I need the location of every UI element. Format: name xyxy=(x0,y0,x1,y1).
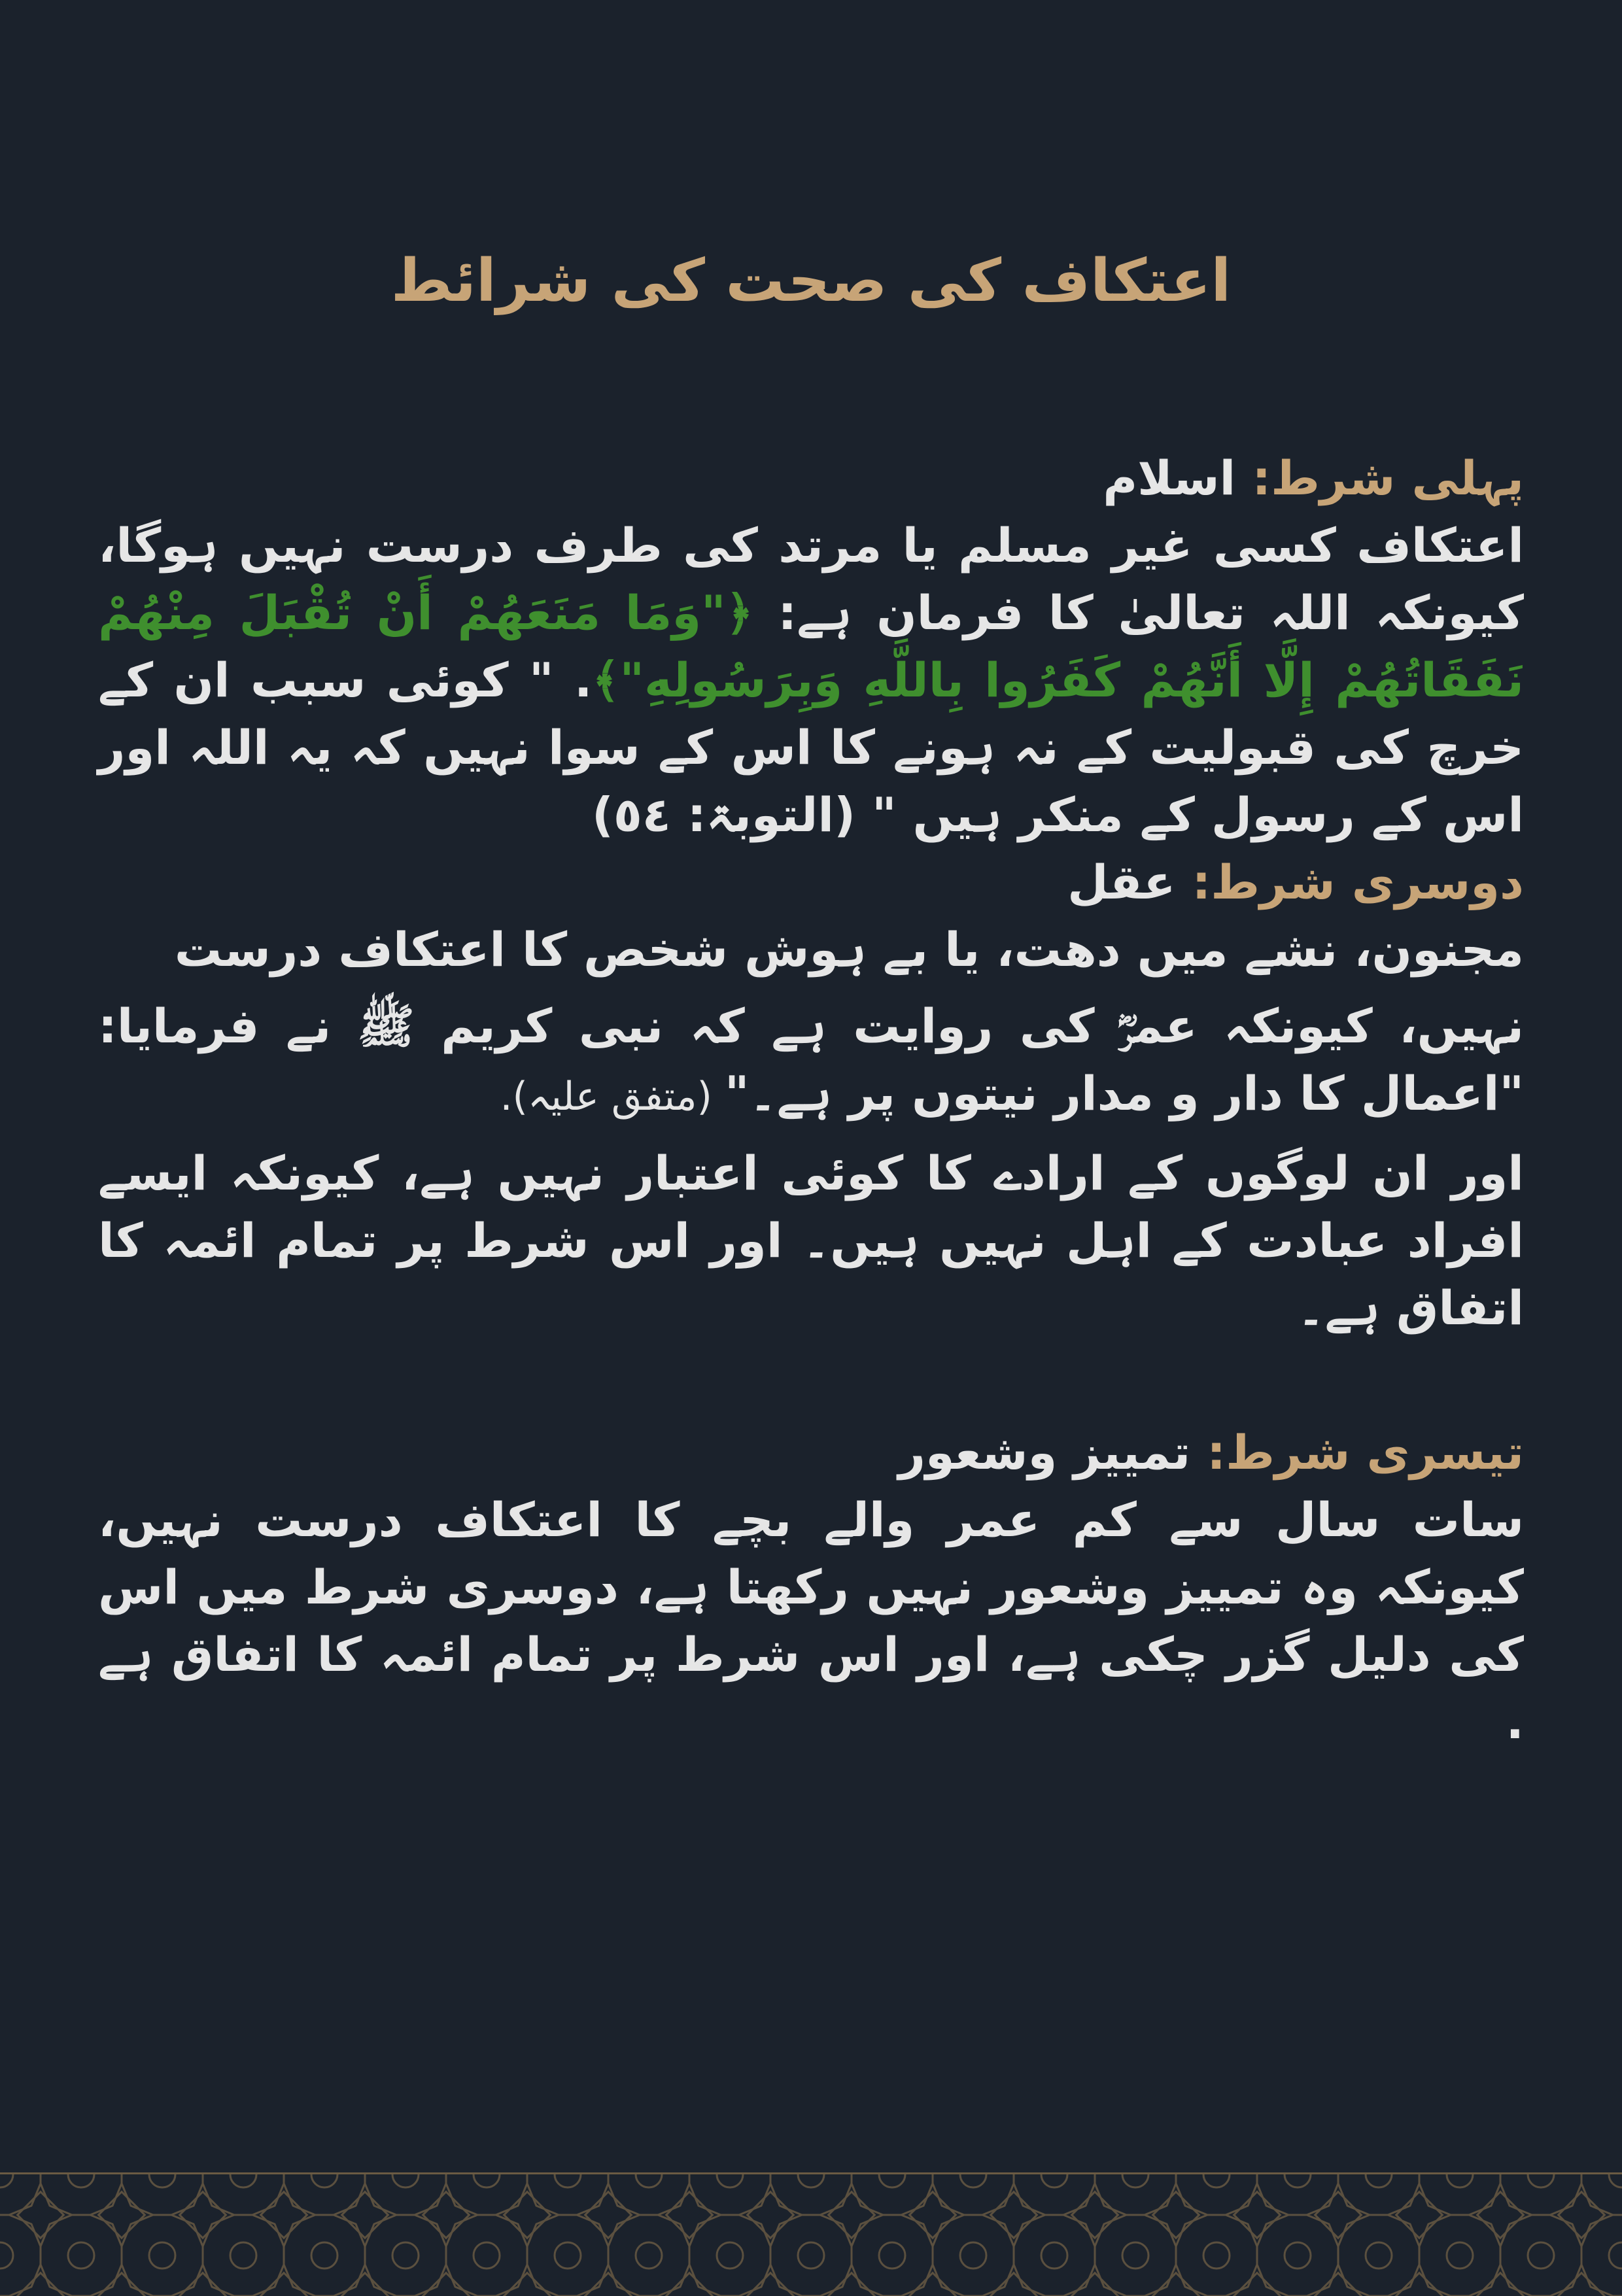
paragraph xyxy=(98,916,1524,984)
spacer xyxy=(98,1131,1524,1140)
heading-value: اسلام xyxy=(1103,451,1236,505)
paragraph xyxy=(98,1486,1524,1756)
paragraph xyxy=(98,512,1524,849)
geometric-pattern-icon xyxy=(0,2174,1622,2296)
hadith-reference: (متفق علیہ). xyxy=(500,1074,725,1120)
paragraph-text: اور ان لوگوں کے ارادے کا کوئی اعتبار نہیں ہے، کیونکہ ایسے افراد عبادت کے اہل نہیں ہیں۔ اور اس شرط پر تمام ائمہ کا اتفاق ہے۔ xyxy=(98,1146,1524,1335)
heading-label: تیسری شرط: xyxy=(1207,1425,1524,1480)
spacer xyxy=(98,1342,1524,1419)
paragraph-text: . " کوئی سبب ان کے خرچ کی قبولیت کے نہ ہونے کا اس کے سوا نہیں کہ یہ اللہ اور اس کے رسول کے منکر ہیں " (التوبۃ: ٥٤) xyxy=(98,653,1524,842)
paragraph-text: اعتکاف کسی غیر مسلم یا مرتد کی طرف درست نہیں ہوگا، xyxy=(98,518,1524,573)
paragraph-text: سات سال سے کم عمر والے بچے کا اعتکاف درست نہیں، کیونکہ وہ تمییز وشعور نہیں رکھتا ہے، دوسری شرط میں اس کی دلیل گزر چکی ہے، اور اس شرط پر تمام ائمہ کا اتفاق ہے . xyxy=(98,1492,1524,1749)
quran-quote: ﴿"وَمَا مَنَعَهُمْ أَنْ تُقْبَلَ مِنْهُمْ نَفَقَاتُهُمْ إِلَّا أَنَّهُمْ كَفَرُوا بِاللَّهِ وَبِرَسُولِهِ"﴾ xyxy=(98,585,1524,708)
section-heading-first-condition xyxy=(98,445,1524,512)
heading-value: عقل xyxy=(1067,855,1176,910)
spacer xyxy=(98,984,1524,993)
paragraph-text: کیونکہ اللہ تعالیٰ کا فرمان ہے: xyxy=(778,585,1524,640)
heading-label: دوسری شرط: xyxy=(1192,855,1524,910)
heading-value: تمییز وشعور xyxy=(898,1425,1191,1480)
heading-label: پہلی شرط: xyxy=(1252,451,1524,505)
document-page xyxy=(98,0,1524,2158)
decorative-footer-pattern xyxy=(0,2172,1622,2296)
document-body xyxy=(98,445,1524,1756)
paragraph xyxy=(98,993,1524,1131)
section-heading-third-condition xyxy=(98,1419,1524,1486)
paragraph xyxy=(98,1140,1524,1342)
paragraph-text: نہیں، کیونکہ عمرؓ کی روایت ہے کہ نبی کریم ﷺ نے فرمایا: "اعمال کا دار و مدار نیتوں پر ہے۔" xyxy=(98,999,1524,1121)
section-heading-second-condition xyxy=(98,849,1524,916)
page-title: اعتکاف کی صحت کی شرائط xyxy=(390,247,1232,315)
paragraph-text: مجنون، نشے میں دھت، یا بے ہوش شخص کا اعتکاف درست xyxy=(174,922,1524,977)
